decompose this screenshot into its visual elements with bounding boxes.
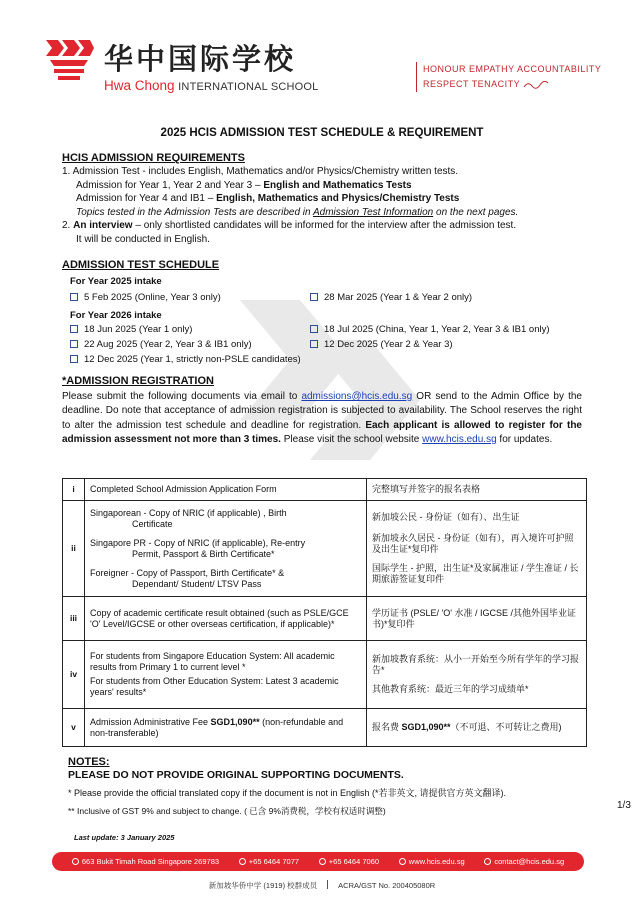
values-line-2: RESPECT TENACITY [423,77,601,92]
page-number: 1/3 [617,800,631,811]
requirement-topics-note: Topics tested in the Admission Tests are described in Admission Test Information on the next pages. [76,206,519,218]
footer-phone[interactable]: +65 6464 7077 [239,857,299,866]
location-icon [72,858,79,865]
row-number: iv [63,641,85,709]
requirement-2: 2. An interview – only shortlisted candidates will be informed for the interview after the admission test. [62,220,517,231]
footer-contact-bar [52,852,584,871]
footer-registration [0,880,644,891]
registration-paragraph: Please submit the following documents via email to admissions@hcis.edu.sg OR send to the Admin Office by the deadline. Do note that acceptance of admission registration is subjected to availability. The School reserves the right to alter the admission test schedule and deadline for registration. Each applicant is allowed to register for the admission assessment not more than 3 times. Please visit the school website www.hcis.edu.sg for updates. [62,391,582,445]
logo-chinese-name: 华中国际学校 [104,42,297,76]
last-update: Last update: 3 January 2025 [74,833,175,842]
row-chinese: 学历证书 (PSLE/ 'O' 水准 / IGCSE /其他外国毕业证书)*复印件 [367,597,587,641]
note-gst: ** Inclusive of GST 9% and subject to change. ( 已含 9%消费税，学校有权适时调整) [68,806,386,816]
admission-test-info-link[interactable]: Admission Test Information [312,206,434,218]
globe-icon [399,858,406,865]
requirement-year1-3: Admission for Year 1, Year 2 and Year 3 – English and Mathematics Tests [76,179,412,191]
schedule-item[interactable]: 22 Aug 2025 (Year 2, Year 3 & IB1 only) [70,339,252,350]
table-row [63,709,587,747]
footer-acra-text: ACRA/GST No. 200405080R [338,881,436,890]
schedule-item[interactable]: 28 Mar 2025 (Year 1 & Year 2 only) [310,292,472,303]
mail-icon [484,858,491,865]
checkbox-icon[interactable] [310,293,318,301]
registration-heading-wrap [62,375,214,387]
phone-icon [239,858,246,865]
row-english: Singaporean - Copy of NRIC (if applicable) , Birth Certificate Singapore PR - Copy of NRIC (if applicable), Re-entry Permit, Passport & Birth Certificate* Foreigner - Copy of Passport, Birth Certificate* & Dependant/ Student/ LTSV Pass [85,501,367,597]
notes-section [68,756,506,817]
row-number: iii [63,597,85,641]
footer-email[interactable]: contact@hcis.edu.sg [484,857,564,866]
row-chinese: 报名费 SGD1,090**（不可退、不可转让之费用) [367,709,587,747]
notes-heading: NOTES: [68,756,110,768]
values-line-1: HONOUR EMPATHY ACCOUNTABILITY [423,64,602,74]
footer-fax: +65 6464 7060 [319,857,379,866]
checkbox-icon[interactable] [70,325,78,333]
intake-2026-label: For Year 2026 intake [70,310,162,321]
footer-web[interactable]: www.hcis.edu.sg [399,857,465,866]
requirement-2-language: It will be conducted in English. [76,233,210,245]
schedule-item[interactable]: 18 Jun 2025 (Year 1 only) [70,324,192,335]
requirements-section [62,152,518,246]
checkbox-icon[interactable] [70,340,78,348]
schedule-item[interactable]: 5 Feb 2025 (Online, Year 3 only) [70,292,221,303]
table-row [63,479,587,501]
requirement-1: 1. Admission Test - includes English, Mathematics and/or Physics/Chemistry written tests. [62,166,459,177]
schedule-item[interactable]: 12 Dec 2025 (Year 2 & Year 3) [310,339,453,350]
checkbox-icon[interactable] [310,325,318,333]
row-english: Admission Administrative Fee SGD1,090** (non-refundable and non-transferable) [85,709,367,747]
footer-divider [327,880,328,889]
requirement-year4-ib1: Admission for Year 4 and IB1 – English, Mathematics and Physics/Chemistry Tests [76,193,460,204]
schedule-item[interactable]: 12 Dec 2025 (Year 1, strictly non-PSLE candidates) [70,354,301,365]
logo-english-name [104,78,318,93]
row-english: For students from Singapore Education System: All academic results from Primary 1 to current level * For students from Other Education System: Latest 3 academic years' results* [85,641,367,709]
checkbox-icon[interactable] [310,340,318,348]
row-chinese: 新加坡教育系统：从小一开始至今所有学年的学习报告* 其他教育系统：最近三年的学习成绩单* [367,641,587,709]
row-chinese: 新加坡公民 - 身份证（如有）、出生证 新加坡永久居民 - 身份证（如有），再入境许可护照及出生证*复印件 国际学生 - 护照，出生证*及家属准证 / 学生准证 / 长期旅游签证复印件 [367,501,587,597]
admissions-email-link[interactable]: admissions@hcis.edu.sg [301,391,413,402]
fax-icon [319,858,326,865]
row-number: ii [63,501,85,597]
footer-address: 663 Bukit Timah Road Singapore 269783 [72,857,219,866]
schedule-heading-wrap [62,259,219,271]
documents-table [62,478,587,747]
note-translation: * Please provide the official translated copy if the document is not in English (*若非英文, 请提供官方英文翻译). [68,788,507,798]
checkbox-icon[interactable] [70,293,78,301]
logo-hwa-chong: Hwa Chong [104,78,175,93]
row-number: i [63,479,85,501]
table-row [63,501,587,597]
note-original-docs: PLEASE DO NOT PROVIDE ORIGINAL SUPPORTING DOCUMENTS. [68,769,404,781]
row-english: Copy of academic certificate result obtained (such as PSLE/GCE 'O' Level/IGCSE or other overseas certification, if applicable)* [85,597,367,641]
table-row [63,641,587,709]
page-title: 2025 HCIS ADMISSION TEST SCHEDULE & REQUIREMENT [160,127,484,139]
intake-2025-label: For Year 2025 intake [70,276,162,287]
row-english: Completed School Admission Application Form [85,479,367,501]
row-chinese: 完整填写并签字的报名表格 [367,479,587,501]
signature-icon [523,80,549,90]
school-values [416,62,601,92]
requirements-heading: HCIS ADMISSION REQUIREMENTS [62,152,245,164]
registration-heading: *ADMISSION REGISTRATION [62,375,214,387]
footer-member-text: 新加坡华侨中学 (1919) 校群成员 [208,881,318,890]
schedule-item[interactable]: 18 Jul 2025 (China, Year 1, Year 2, Year 3 & IB1 only) [310,324,550,335]
logo-international-school: INTERNATIONAL SCHOOL [178,81,319,93]
school-website-link[interactable]: www.hcis.edu.sg [422,433,497,445]
schedule-heading: ADMISSION TEST SCHEDULE [62,259,220,271]
row-number: v [63,709,85,747]
table-row [63,597,587,641]
school-logo-icon [44,38,94,84]
checkbox-icon[interactable] [70,355,78,363]
